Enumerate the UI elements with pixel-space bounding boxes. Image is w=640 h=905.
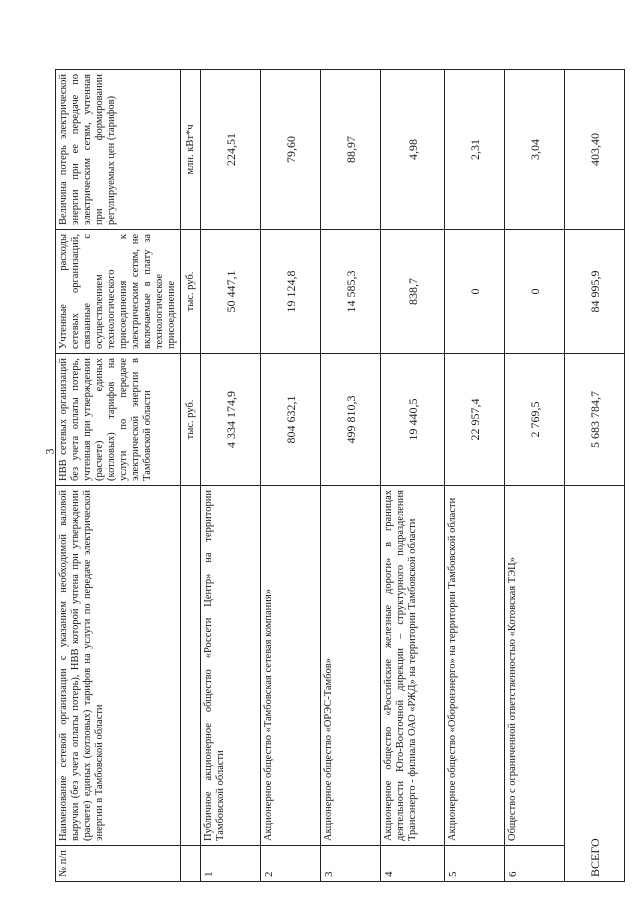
row-nvv: 22 957,4	[445, 354, 505, 486]
total-row	[565, 70, 625, 882]
total-label: ВСЕГО	[565, 486, 625, 882]
row-num: 2	[261, 846, 321, 882]
table-row	[321, 70, 381, 882]
row-name: Акционерное общество «Тамбовская сетевая компания»	[261, 486, 321, 846]
header-num: № п/п	[56, 846, 181, 882]
header-losses: Величина потерь электрической энергии при ее передаче по электрическим сетям, учтенная при формировании регулируемых цен (тарифов)	[56, 70, 181, 230]
row-name: Акционерное общество «ОРЭС-Тамбов»	[321, 486, 381, 846]
row-costs: 19 124,8	[261, 230, 321, 354]
table-row	[261, 70, 321, 882]
row-nvv: 19 440,5	[381, 354, 445, 486]
units-losses: млн. кВт*ч	[181, 70, 201, 230]
row-num: 1	[201, 846, 261, 882]
units-costs: тыс. руб.	[181, 230, 201, 354]
row-num: 4	[381, 846, 445, 882]
row-costs: 14 585,3	[321, 230, 381, 354]
row-nvv: 499 810,3	[321, 354, 381, 486]
row-losses: 88,97	[321, 70, 381, 230]
row-num: 5	[445, 846, 505, 882]
row-name: Акционерное общество «Оборонэнерго» на территории Тамбовской области	[445, 486, 505, 846]
header-row	[56, 70, 181, 882]
row-losses: 4,98	[381, 70, 445, 230]
row-name: Общество с ограниченной ответственностью «Котовская ТЭЦ»	[505, 486, 565, 846]
row-nvv: 4 334 174,9	[201, 354, 261, 486]
row-costs: 50 447,1	[201, 230, 261, 354]
row-losses: 2,31	[445, 70, 505, 230]
row-name: Публичное акционерное общество «Россети Центр» на территории Тамбовской области	[201, 486, 261, 846]
units-row	[181, 70, 201, 882]
row-costs: 0	[445, 230, 505, 354]
row-costs: 838,7	[381, 230, 445, 354]
total-nvv: 5 683 784,7	[565, 354, 625, 486]
table-row	[201, 70, 261, 882]
table-row	[505, 70, 565, 882]
row-costs: 0	[505, 230, 565, 354]
units-empty-num	[181, 846, 201, 882]
header-costs: Учтенные расходы сетевых организаций, связанные с осуществлением технологического присоединения к электрическим сетям, не включаемые в плату за технологическое присоединение	[56, 230, 181, 354]
row-losses: 224,51	[201, 70, 261, 230]
row-nvv: 2 769,5	[505, 354, 565, 486]
row-losses: 3,04	[505, 70, 565, 230]
row-num: 3	[321, 846, 381, 882]
table-row	[445, 70, 505, 882]
row-nvv: 804 632,1	[261, 354, 321, 486]
total-costs: 84 995,9	[565, 230, 625, 354]
units-nvv: тыс. руб.	[181, 354, 201, 486]
header-nvv: НВВ сетевых организаций без учета оплаты потерь, учтенная при утверждении (расчете) единых (котловых) тарифов на услуги по передаче электрической энергии в Тамбовской области	[56, 354, 181, 486]
rotated-table-container	[55, 70, 602, 882]
table-row	[381, 70, 445, 882]
total-losses: 403,40	[565, 70, 625, 230]
row-num: 6	[505, 846, 565, 882]
row-name: Акционерное общество «Российские железные дороги» в границах деятельности Юго-Восточной дирекции – структурного подразделения Трансэнерго - филиала ОАО «РЖД» на территории Тамбовской области	[381, 486, 445, 846]
header-name: Наименование сетевой организации с указанием необходимой валовой выручки (без учета оплаты потерь), НВВ которой учтена при утверждении (расчете) единых (котловых) тарифов на услуги по передаче электрической энергии в Тамбовской области	[56, 486, 181, 846]
tariff-table	[55, 69, 625, 882]
row-losses: 79,60	[261, 70, 321, 230]
units-empty-name	[181, 486, 201, 846]
page-number: 3	[42, 448, 57, 455]
